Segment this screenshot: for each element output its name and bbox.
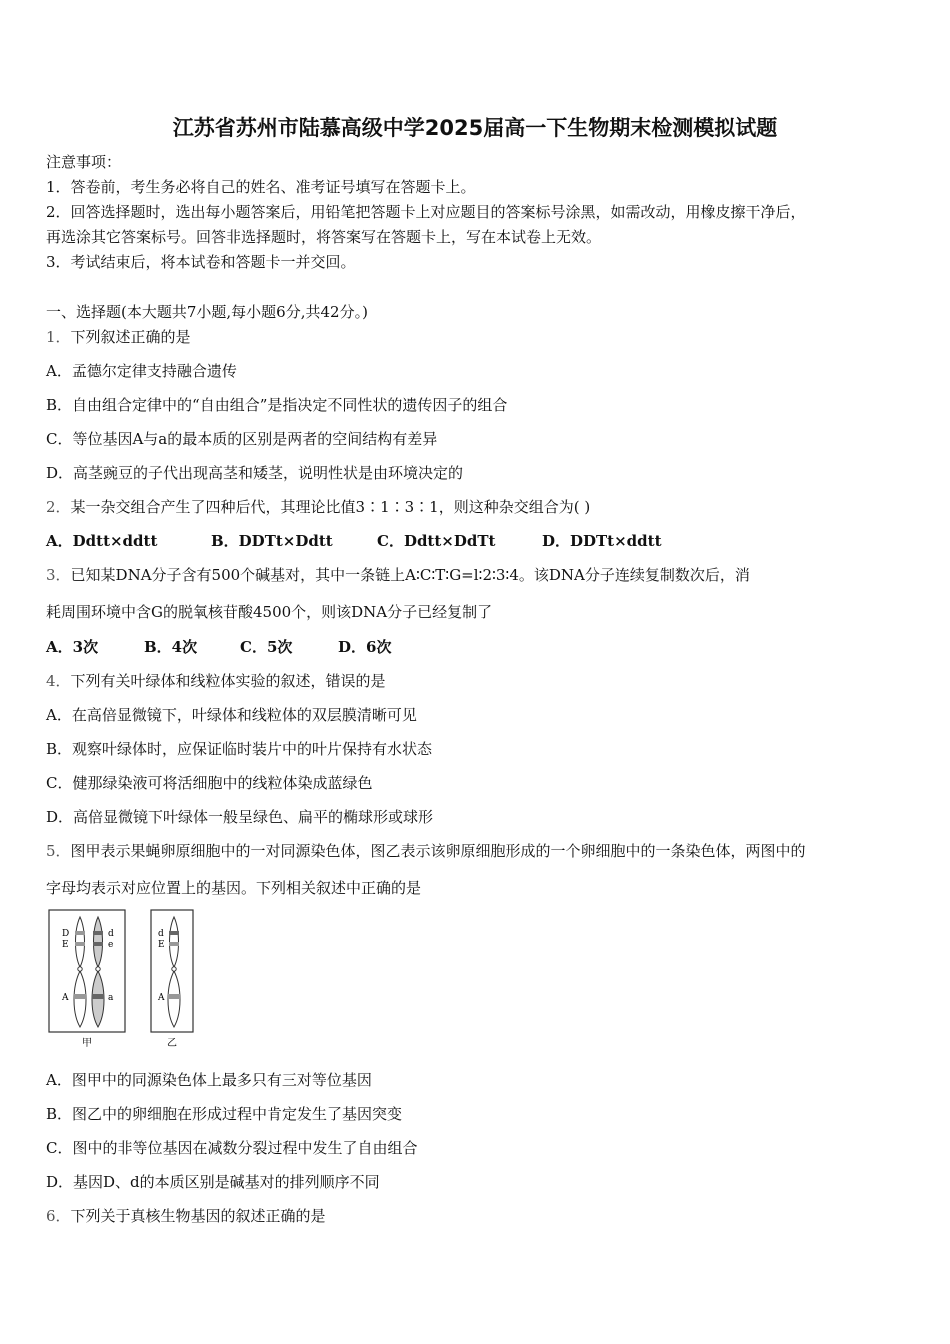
option-b: B．观察叶绿体时，应保证临时装片中的叶片保持有水状态: [46, 740, 433, 758]
option-d: D．DDTt×ddtt: [542, 532, 662, 550]
chromosome-figure: [46, 905, 206, 1050]
question-5-cont: 字母均表示对应位置上的基因。下列相关叙述中正确的是: [46, 879, 422, 897]
question-number: 4．: [46, 672, 71, 690]
question-number: 6．: [46, 1207, 71, 1225]
question-1: [46, 327, 191, 347]
gene-label: D: [62, 929, 70, 939]
gene-label: a: [108, 993, 114, 1003]
notice-item: 2．回答选择题时，选出每小题答案后，用铅笔把答题卡上对应题目的答案标号涂黑，如需改动，用橡皮擦干净后，: [46, 203, 806, 221]
question-6: [46, 1206, 326, 1226]
notice-item: 1．答卷前，考生务必将自己的姓名、准考证号填写在答题卡上。: [46, 178, 476, 196]
section-heading: 一、选择题(本大题共7小题,每小题6分,共42分。): [46, 303, 368, 321]
page-title: 江苏省苏州市陆慕高级中学2025届高一下生物期末检测模拟试题: [172, 116, 778, 140]
option-d: D．高倍显微镜下叶绿体一般呈绿色、扁平的椭球形或球形: [46, 808, 434, 826]
gene-label: e: [108, 940, 114, 950]
centromere: [172, 967, 176, 971]
option-b: B．DDTt×Ddtt: [211, 532, 333, 550]
question-stem: 已知某DNA分子含有500个碱基对，其中一条链上A∶C∶T∶G=l∶2∶3∶4。该DNA分子连续复制数次后，消: [70, 566, 750, 584]
option-a: A．3次: [46, 638, 99, 656]
figure-caption-jia: 甲: [82, 1038, 92, 1049]
gene-band: [169, 931, 179, 935]
gene-band: [74, 994, 86, 999]
gene-label: d: [108, 929, 114, 939]
question-4: [46, 671, 386, 691]
gene-band: [93, 931, 103, 935]
gene-band: [92, 994, 104, 999]
question-stem: 下列叙述正确的是: [70, 328, 191, 346]
question-5: [46, 841, 806, 861]
gene-label: E: [158, 940, 165, 950]
gene-label: A: [158, 993, 165, 1003]
question-3-cont: 耗周围环境中含G的脱氧核苷酸4500个，则该DNA分子已经复制了: [46, 603, 493, 621]
gene-label: E: [62, 940, 69, 950]
option-c: C．Ddtt×DdTt: [377, 532, 496, 550]
gene-band: [75, 931, 85, 935]
question-number: 1．: [46, 328, 71, 346]
option-d: D．6次: [338, 638, 392, 656]
option-c: C．图中的非等位基因在减数分裂过程中发生了自由组合: [46, 1139, 418, 1157]
question-stem: 下列有关叶绿体和线粒体实验的叙述，错误的是: [70, 672, 386, 690]
question-stem: 某一杂交组合产生了四种后代，其理论比值3∶1∶3∶1，则这种杂交组合为( ): [70, 498, 591, 516]
centromere: [96, 967, 100, 971]
question-number: 2．: [46, 498, 71, 516]
notice-item: 3．考试结束后，将本试卷和答题卡一并交回。: [46, 253, 356, 271]
gene-label: A: [62, 993, 69, 1003]
option-d: D．基因D、d的本质区别是碱基对的排列顺序不同: [46, 1173, 380, 1191]
option-a: A．在高倍显微镜下，叶绿体和线粒体的双层膜清晰可见: [46, 706, 417, 724]
gene-band: [75, 942, 85, 946]
option-c: C．5次: [240, 638, 293, 656]
question-2: [46, 497, 590, 517]
option-b: B．4次: [144, 638, 198, 656]
question-stem: 图甲表示果蝇卵原细胞中的一对同源染色体，图乙表示该卵原细胞形成的一个卵细胞中的一条染色体，两图中的: [70, 842, 806, 860]
option-a: A．图甲中的同源染色体上最多只有三对等位基因: [46, 1071, 372, 1089]
gene-band: [169, 942, 179, 946]
option-b: B．自由组合定律中的“自由组合”是指决定不同性状的遗传因子的组合: [46, 396, 508, 414]
question-stem: 下列关于真核生物基因的叙述正确的是: [70, 1207, 326, 1225]
question-number: 3．: [46, 566, 71, 584]
gene-label: d: [158, 929, 164, 939]
option-c: C．健那绿染液可将活细胞中的线粒体染成蓝绿色: [46, 774, 373, 792]
notice-heading: 注意事项：: [46, 153, 122, 171]
option-d: D．高茎豌豆的子代出现高茎和矮茎，说明性状是由环境决定的: [46, 464, 464, 482]
option-a: A．孟德尔定律支持融合遗传: [46, 362, 237, 380]
gene-band: [168, 994, 180, 999]
notice-item: 再选涂其它答案标号。回答非选择题时，将答案写在答题卡上，写在本试卷上无效。: [46, 228, 602, 246]
gene-band: [93, 942, 103, 946]
question-number: 5．: [46, 842, 71, 860]
figure-caption-yi: 乙: [167, 1038, 177, 1049]
centromere: [78, 967, 82, 971]
option-c: C．等位基因A与a的最本质的区别是两者的空间结构有差异: [46, 430, 438, 448]
question-3: [46, 565, 750, 585]
option-b: B．图乙中的卵细胞在形成过程中肯定发生了基因突变: [46, 1105, 403, 1123]
option-a: A．Ddtt×ddtt: [46, 532, 158, 550]
